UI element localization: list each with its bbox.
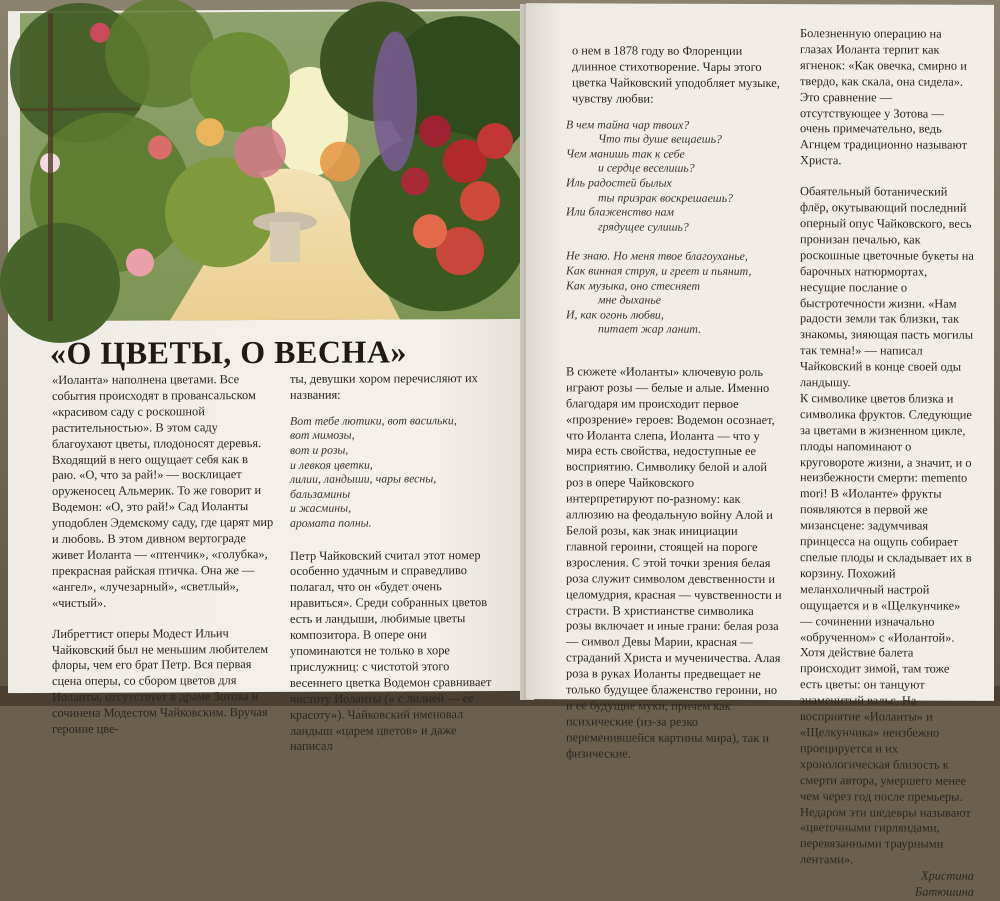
right-page xyxy=(526,3,994,899)
paragraph-botanical: Обаятельный ботанический флёр, окутывающий последний оперный опус Чайковского, весь пронизан печалью, как роскошные цветочные букеты на барочных натюрмортах, несущие послание о быстротечности жизни. «Нам радости земли так близки, так знакомы, зияющая пасть могилы так темна!» — написал Чайковский в конце своей оды ландышу. xyxy=(800,184,974,390)
poem-line: Чем манишь так к себе xyxy=(566,146,685,161)
song-line: и левкоя цветки, xyxy=(290,457,373,472)
garden-painting-svg xyxy=(20,11,526,321)
poem-line: Или блаженство нам xyxy=(566,204,675,219)
poem-line: Как музыка, оно стесняет xyxy=(566,277,701,293)
poem-line: ты призрак воскрешаешь? xyxy=(598,190,733,205)
lily-poem-stanza-1 xyxy=(566,117,782,235)
left-page xyxy=(8,9,528,754)
paragraph-tchaikovsky: Петр Чайковский считал этот номер особенно удачным и справедливо полагал, что он «будет очень нравиться». Среди собранных цветов есть и ландыши, любимые цветы композитора. В опере они упоминаются не только в хоре прислужниц: с чистотой этого весеннего цветка Водемон сравнивает чистоту Иоланты (« с лилией — ее красоту»). Чайковский именовал ландыш «царем цветов» и даже написал xyxy=(290,547,492,754)
left-column-2 xyxy=(290,371,500,755)
poem-line: И, как огонь любви, xyxy=(566,307,664,322)
right-column-2 xyxy=(800,26,974,901)
article-title: «О ЦВЕТЫ, О ВЕСНА» xyxy=(50,333,407,371)
author-signature xyxy=(800,868,974,900)
song-line: аромата полны. xyxy=(290,515,372,530)
paragraph-intro: «Иоланта» наполнена цветами. Все события происходят в провансальском «красивом саду с роскошной растительностью». В этом саду благоухают цветы, плодоносят деревья. Входящий в него ощущает себя как в раю. «О, что за рай!» — восклицает оруженосец Альмерик. То же говорит и Водемон: «О, это рай!» Сад Иоланты уподоблен Эдемскому саду, где царят мир и любовь. В этом дивном вертограде живет Иоланта — «птенчик», «голубка», прекрасная райская птичка. Она же — «ангел», «лучезарный», «светлый», «чистый». xyxy=(52,372,274,610)
flower-song-quote xyxy=(290,413,500,531)
paragraph-operation: Болезненную операцию на глазах Иоланта терпит как ягненок: «Как овечка, смирно и твердо, как скала, она сидела». Это сравнение — отсутствующее у Зотова — очень примечательно, ведь Агнцем традиционно называют Христа. xyxy=(800,26,967,168)
poem-line: В чем тайна чар твоих? xyxy=(566,116,690,132)
poem-line: мне дыханье xyxy=(598,292,661,307)
poem-line: Что ты душе вещаешь? xyxy=(598,131,722,147)
poem-line: Иль радостей былых xyxy=(566,175,672,190)
poem-line: питает жар ланит. xyxy=(598,321,702,337)
left-column-1 xyxy=(52,372,274,738)
song-line: бальзамины xyxy=(290,486,351,501)
lily-poem-stanza-2 xyxy=(566,249,782,337)
song-line: вот и розы, xyxy=(290,442,349,457)
poem-line: Не знаю. Но меня твое благоуханье, xyxy=(566,248,748,264)
right-column-1 xyxy=(566,43,782,762)
author-last-name: Батюшина xyxy=(914,884,974,899)
author-first-name: Христина xyxy=(921,868,974,883)
song-line: вот мимозы, xyxy=(290,428,355,443)
paragraph-fruits: К символике цветов близка и символика фруктов. Следующие за цветами в жизненном цикле, плоды напоминают о круговороте жизни, а значит, и о неизбежности смерти: memento mori! В «Иоланте» фрукты появляются в первой же мизансцене: задумчивая принцесса на ощупь собирает спелые плоды и складывает их в корзину. Похожий меланхоличный настрой ощущается и в «Щелкунчике» — сочинении изначально «обрученном» с «Иолантой». Хотя действие балета происходит зимой, там тоже есть цветы: он танцуют знаменитый вальс. На восприятие «Иоланты» и «Щелкунчика» неизбежно проецируется и их хронологическая близость к смерти автора, умершего менее чем через год после премьеры. Недаром эти шедевры называют «цветочными гирляндами, перевязанными траурными лентами». xyxy=(800,391,972,867)
paragraph-librettist: Либреттист оперы Модест Ильич Чайковский был не меньшим любителем флоры, чем его брат Петр. Вся первая сцена оперы, со сбором цветов для Иоланты, отсутствует в драме Зотова и сочинена Модестом Чайковским. Вручая героине цве- xyxy=(52,625,269,736)
paragraph-poem-intro: о нем в 1878 году во Флоренции длинное стихотворение. Чары этого цветка Чайковский уподобляет музыке, чувству любви: xyxy=(572,43,780,106)
song-line: лилии, ландыши, чары весны, xyxy=(290,471,437,487)
paragraph-flowers-intro: ты, девушки хором перечисляют их названия: xyxy=(290,371,478,402)
song-line: и жасмины, xyxy=(290,501,352,516)
poem-line: Как винная струя, и греет и пьянит, xyxy=(566,263,752,278)
poem-line: грядущее сулишь? xyxy=(598,219,689,234)
garden-watercolor-illustration xyxy=(20,11,526,321)
song-line: Вот тебе лютики, вот васильки, xyxy=(290,412,457,428)
paragraph-roses: В сюжете «Иоланты» ключевую роль играют розы — белые и алые. Именно благодаря им происходит первое «прозрение» героев: Водемон осознает, что Иоланта слепа, Иоланта — что у мира есть свойства, недоступные ее восприятию. Символику белой и алой роз в опере Чайковского интерпретируют по-разному: как аллюзию на феодальную войну Алой и Белой розы, как знак инициации главной героини, стоящей на пороге взросления. С этой точки зрения белая роза служит символом девственности и целомудрия, красная — чувственности и страсти. В христианстве символика розы включает и иные грани: белая роза — символ Девы Марии, красная — страданий Христа и мученичества. Алая роза в руках Иоланты предвещает не только будущее блаженство героини, но и ее будущие муки, причем как психические (из-за резко переменившейся картины мира), так и физические. xyxy=(566,364,782,761)
poem-line: и сердце веселишь? xyxy=(598,160,695,176)
